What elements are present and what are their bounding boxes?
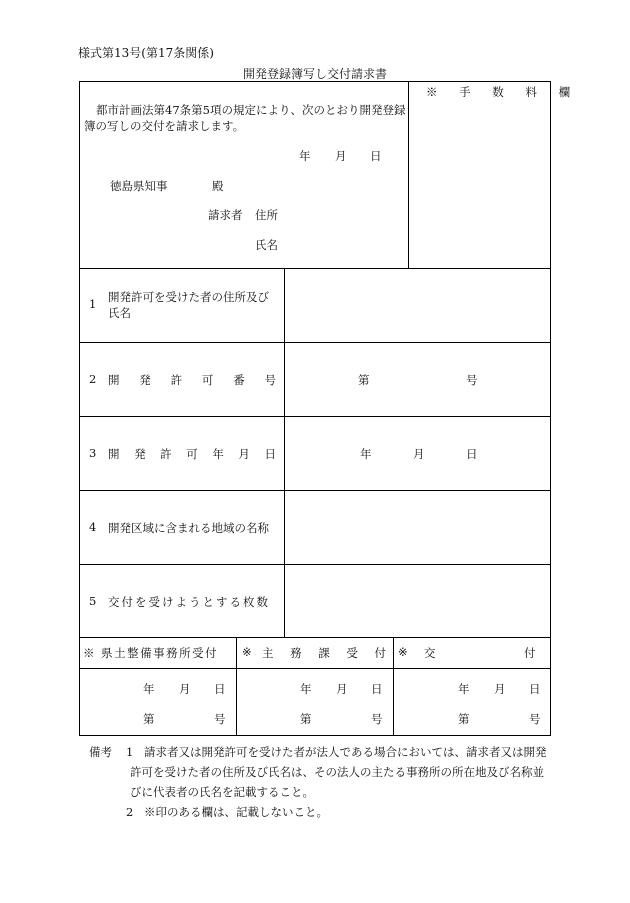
section-receipt-month: 月 <box>336 682 348 696</box>
item-1-label-line1: 開発許可を受けた者の住所及び <box>108 290 269 304</box>
office-receipt-no-prefix: 第 <box>143 712 155 726</box>
item-1-number: 1 <box>89 297 97 311</box>
item-3-day-label: 日 <box>466 447 478 461</box>
note-1-line2: 許可を受けた者の住所及び氏名は、その法人の主たる事務所の所在地及び名称並 <box>130 765 544 779</box>
item-3-month-label: 月 <box>413 447 425 461</box>
processing-column-divider <box>236 637 237 736</box>
issuance-no-suffix: 号 <box>529 712 541 726</box>
main-section-receipt-mark: ※ <box>242 645 252 659</box>
item-4-number: 4 <box>89 520 97 534</box>
addressee: 徳島県知事 <box>110 179 168 193</box>
request-statement-line2: 簿の写しの交付を請求します。 <box>84 119 245 133</box>
fee-box-divider <box>408 82 409 268</box>
addressee-honorific: 殿 <box>212 179 224 193</box>
item-3-label: 開発許可年月日 <box>108 447 276 461</box>
item-1-label-line2: 氏名 <box>108 306 131 320</box>
row-divider <box>80 342 550 343</box>
section-receipt-no-prefix: 第 <box>300 712 312 726</box>
issuance-header-b: 付 <box>524 646 536 660</box>
note-2-number: 2 <box>126 805 134 819</box>
issuance-no-prefix: 第 <box>458 712 470 726</box>
requester-name-label: 氏名 <box>255 238 278 252</box>
row-divider <box>80 490 550 491</box>
processing-column-divider <box>393 637 394 736</box>
item-2-value-prefix: 第 <box>358 373 370 387</box>
item-2-value-suffix: 号 <box>466 373 478 387</box>
row-divider <box>80 637 550 638</box>
office-receipt-month: 月 <box>179 682 191 696</box>
requester-address-label: 住所 <box>255 208 278 222</box>
note-1-line3: びに代表者の氏名を記載すること。 <box>130 785 314 799</box>
row-divider <box>80 564 550 565</box>
issuance-day: 日 <box>529 682 541 696</box>
issuance-month: 月 <box>494 682 506 696</box>
row-divider <box>80 668 550 669</box>
issuance-year: 年 <box>458 682 470 696</box>
item-5-label: 交付を受けようとする枚数 <box>108 595 270 609</box>
issuance-header-a: 交 <box>424 646 436 660</box>
section-receipt-year: 年 <box>300 682 312 696</box>
section-receipt-day: 日 <box>371 682 383 696</box>
office-receipt-year: 年 <box>143 682 155 696</box>
row-divider <box>80 268 550 269</box>
office-receipt-day: 日 <box>214 682 226 696</box>
note-2-text: ※印のある欄は、記載しないこと。 <box>144 805 328 819</box>
section-receipt-no-suffix: 号 <box>371 712 383 726</box>
item-4-label: 開発区域に含まれる地域の名称 <box>108 521 269 535</box>
note-1-line1: 請求者又は開発許可を受けた者が法人である場合においては、請求者又は開発 <box>144 745 547 759</box>
note-1-number: 1 <box>126 745 134 759</box>
form-number: 様式第13号(第17条関係) <box>78 46 214 60</box>
item-2-number: 2 <box>89 372 97 386</box>
request-date-day-label: 日 <box>370 149 382 163</box>
main-section-receipt-header: 主務課受付 <box>262 646 386 660</box>
request-date-month-label: 月 <box>335 149 347 163</box>
item-3-number: 3 <box>89 446 97 460</box>
requester-label: 請求者 <box>208 208 243 222</box>
notes-heading: 備考 <box>89 745 112 759</box>
item-5-number: 5 <box>89 594 97 608</box>
request-date-year-label: 年 <box>299 149 311 163</box>
office-receipt-no-suffix: 号 <box>214 712 226 726</box>
issuance-mark: ※ <box>398 645 408 659</box>
row-divider <box>80 416 550 417</box>
request-statement-line1: 都市計画法第47条第5項の規定により、次のとおり開発登録 <box>96 103 406 117</box>
item-3-year-label: 年 <box>360 447 372 461</box>
fee-box-label: ※ 手 数 料 欄 <box>426 85 580 99</box>
form-title: 開発登録簿写し交付請求書 <box>242 67 387 81</box>
item-2-label: 開発許可番号 <box>108 373 276 387</box>
prefectural-office-receipt-header: ※ 県土整備事務所受付 <box>83 646 219 660</box>
item-column-divider <box>284 268 285 637</box>
